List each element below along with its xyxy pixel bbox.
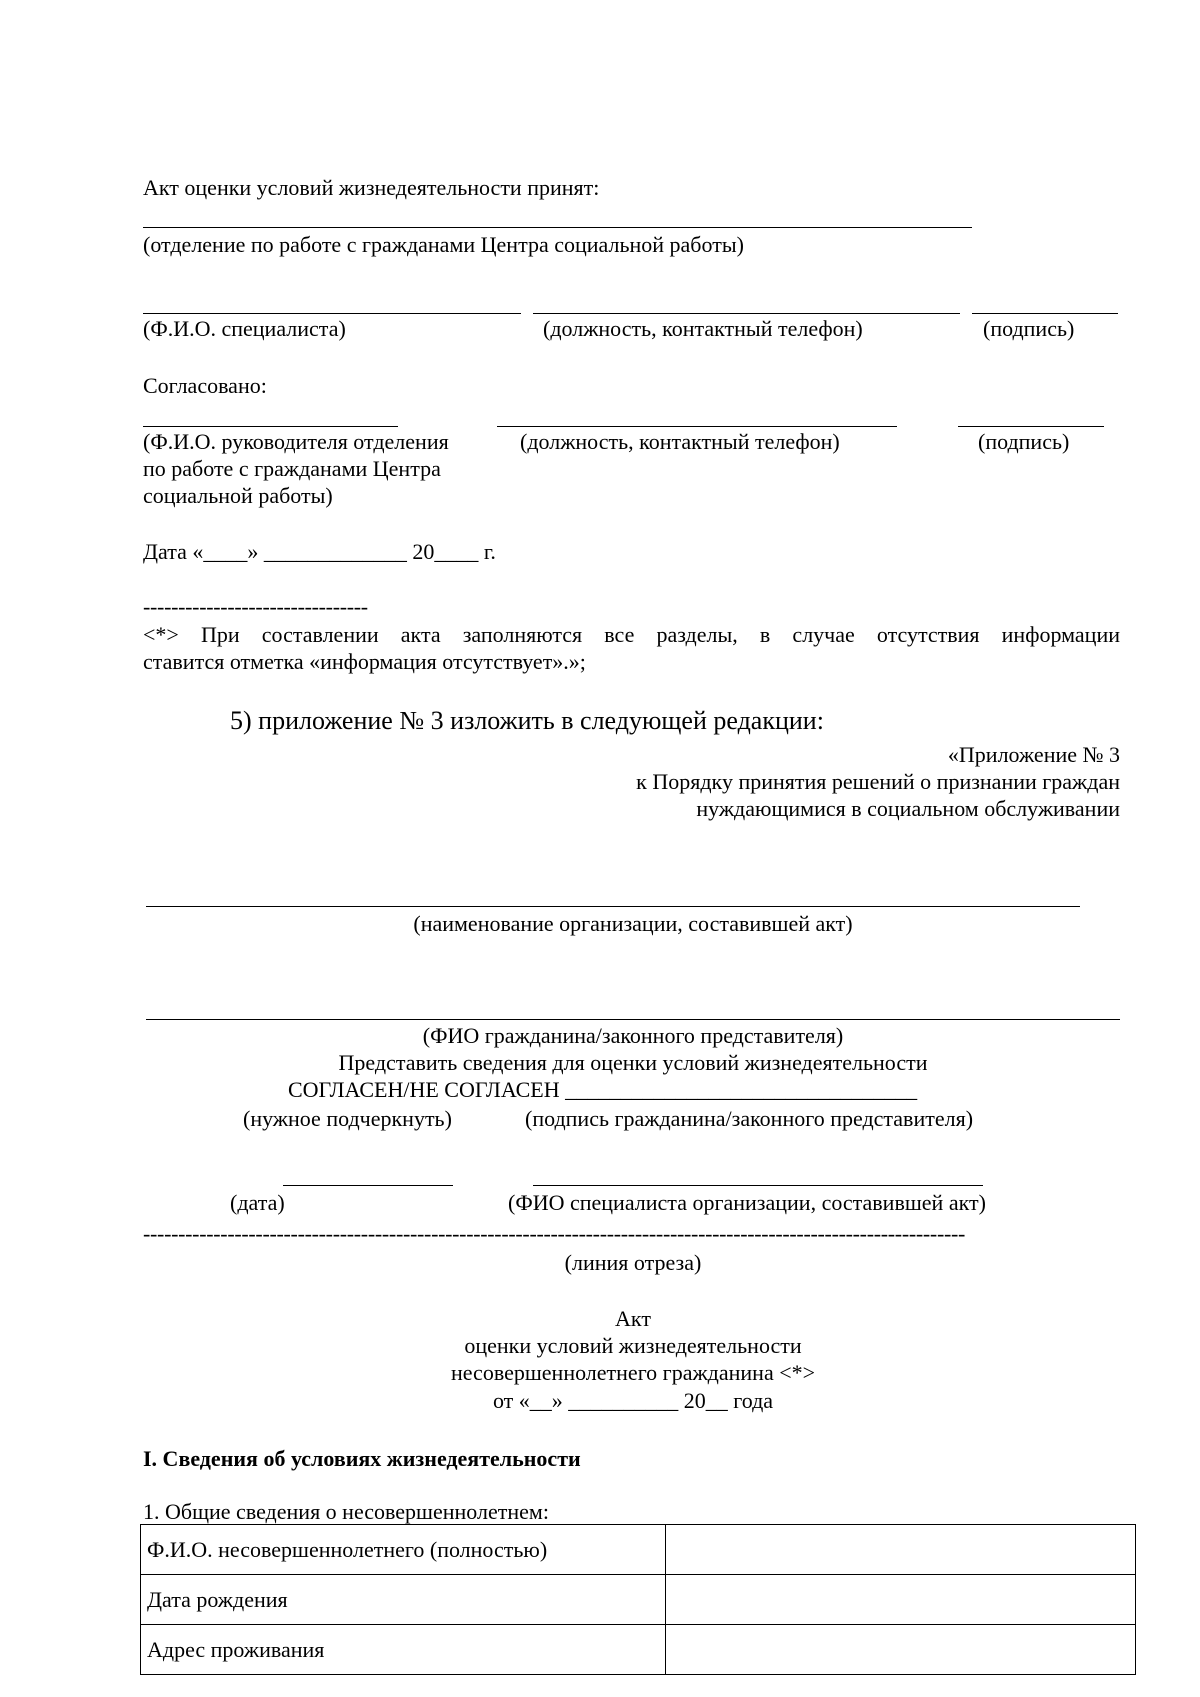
citizen-signature-caption: (подпись гражданина/законного представителя) — [525, 1106, 974, 1131]
table-row — [141, 1625, 1136, 1675]
head-name-caption-2: по работе с гражданами Центра — [143, 456, 441, 481]
head-position-caption: (должность, контактный телефон) — [520, 429, 840, 454]
footnote-separator: -------------------------------- — [143, 594, 368, 619]
minor-info-table — [140, 1524, 1136, 1675]
act-title: Акт — [615, 1306, 651, 1331]
agree-line[interactable]: СОГЛАСЕН/НЕ СОГЛАСЕН ________________________________ — [288, 1077, 918, 1102]
specialist-name-caption: (Ф.И.О. специалиста) — [143, 316, 346, 341]
minor-fullname-value[interactable] — [666, 1525, 1136, 1575]
cut-line: --------------------------------------------------------------------------------------------------------------------- — [143, 1221, 966, 1246]
minor-address-label: Адрес проживания — [141, 1625, 666, 1675]
minor-address-value[interactable] — [666, 1625, 1136, 1675]
acceptance-heading: Акт оценки условий жизнедеятельности принят: — [143, 175, 600, 200]
citizen-name-line[interactable] — [146, 1019, 1120, 1020]
amendment-text: 5) приложение № 3 изложить в следующей редакции: — [230, 706, 824, 735]
act-date-line[interactable]: от «__» __________ 20__ года — [492, 1388, 774, 1413]
underline-note: (нужное подчеркнуть) — [243, 1106, 452, 1131]
specialist-position-caption: (должность, контактный телефон) — [543, 316, 863, 341]
head-name-caption-3: социальной работы) — [143, 483, 333, 508]
head-position-line[interactable] — [497, 426, 897, 427]
specialist-name-line[interactable] — [143, 313, 521, 314]
section-1-subheading: 1. Общие сведения о несовершеннолетнем: — [143, 1499, 549, 1524]
specialist-org-line[interactable] — [533, 1185, 983, 1186]
specialist-position-line[interactable] — [533, 313, 960, 314]
section-1-heading: I. Сведения об условиях жизнедеятельности — [143, 1446, 581, 1471]
date-caption: (дата) — [230, 1190, 285, 1215]
approval-date-line[interactable]: Дата «____» _____________ 20____ г. — [143, 539, 496, 564]
footnote-text-line-2: ставится отметка «информация отсутствует».»; — [143, 649, 586, 674]
organization-name-line[interactable] — [146, 906, 1080, 907]
specialist-org-caption: (ФИО специалиста организации, составившей акт) — [508, 1190, 986, 1215]
head-name-caption-1: (Ф.И.О. руководителя отделения — [143, 429, 449, 454]
table-row — [141, 1575, 1136, 1625]
act-subtitle-2: несовершеннолетнего гражданина <*> — [450, 1360, 816, 1385]
table-row — [141, 1525, 1136, 1575]
minor-birthdate-label: Дата рождения — [141, 1575, 666, 1625]
appendix-title: «Приложение № 3 — [947, 742, 1120, 767]
specialist-signature-line[interactable] — [972, 313, 1118, 314]
organization-caption: (наименование организации, составившей акт) — [413, 911, 853, 936]
minor-birthdate-value[interactable] — [666, 1575, 1136, 1625]
head-signature-caption: (подпись) — [978, 429, 1070, 454]
citizen-caption: (ФИО гражданина/законного представителя) — [422, 1023, 844, 1048]
appendix-line-2: к Порядку принятия решений о признании граждан — [636, 769, 1120, 794]
head-name-line[interactable] — [143, 426, 398, 427]
act-subtitle-1: оценки условий жизнедеятельности — [464, 1333, 802, 1358]
provide-info-text: Представить сведения для оценки условий жизнедеятельности — [338, 1050, 928, 1075]
approval-label: Согласовано: — [143, 373, 267, 398]
minor-fullname-label: Ф.И.О. несовершеннолетнего (полностью) — [141, 1525, 666, 1575]
specialist-signature-caption: (подпись) — [983, 316, 1075, 341]
department-caption: (отделение по работе с гражданами Центра социальной работы) — [143, 232, 744, 257]
footnote-text-line-1: <*> При составлении акта заполняются все разделы, в случае отсутствия информации — [143, 622, 1120, 647]
cut-caption: (линия отреза) — [564, 1250, 702, 1275]
head-signature-line[interactable] — [958, 426, 1104, 427]
date-field-line[interactable] — [283, 1185, 453, 1186]
appendix-line-3: нуждающимися в социальном обслуживании — [696, 796, 1120, 821]
department-field-line[interactable] — [143, 227, 972, 228]
